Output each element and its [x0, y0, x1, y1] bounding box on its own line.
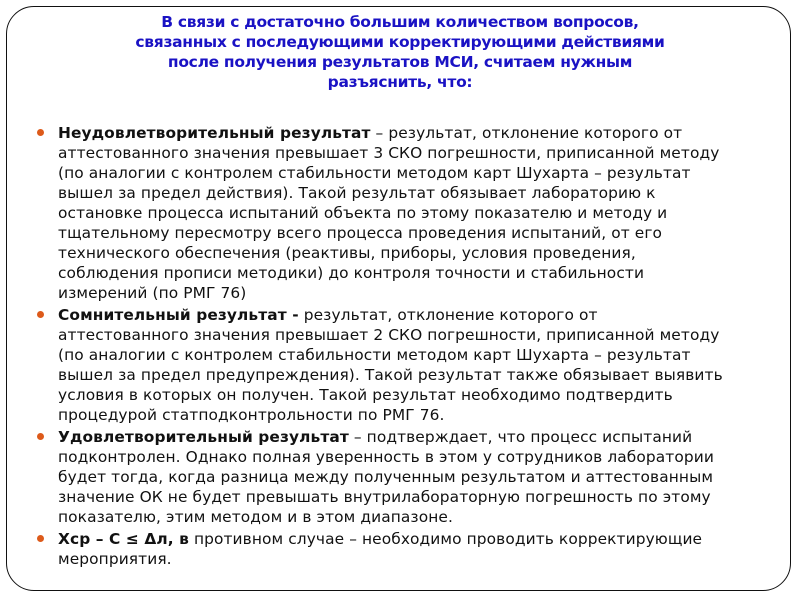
term: Неудовлетворительный результат	[58, 124, 371, 142]
title-line: В связи с достаточно большим количеством вопросов,	[161, 13, 639, 31]
text-line: (по аналогии с контролем стабильности методом карт Шухарта – результат	[58, 346, 691, 364]
text: противном случае – необходимо проводить корректирующие	[188, 530, 703, 548]
formula: Xср – C ≤ Δл, в	[58, 530, 189, 548]
text-line: значение ОК не будет превышать внутрилабораторную погрешность по этому	[58, 488, 711, 506]
bullet-dot-icon	[37, 311, 44, 318]
text-line: (по аналогии с контролем стабильности методом карт Шухарта – результат	[58, 164, 691, 182]
title-line: связанных с последующими корректирующими действиями	[135, 33, 665, 51]
text: – результат, отклонение которого от	[370, 124, 683, 142]
text-line: подконтролен. Однако полная уверенность в этом у сотрудников лаборатории	[58, 448, 714, 466]
bullet-dot-icon	[37, 129, 44, 136]
bullet-dot-icon	[37, 433, 44, 440]
text-line: будет тогда, когда разница между полученным результатом и аттестованным	[58, 468, 714, 486]
bullet-dot-icon	[37, 535, 44, 542]
text-line: тщательному пересмотру всего процесса проведения испытаний, от его	[58, 224, 663, 242]
text-line: процедурой статподконтрольности по РМГ 76.	[58, 406, 445, 424]
text-line: условия в которых он получен. Такой результат необходимо подтвердить	[58, 386, 673, 404]
slide-title	[90, 12, 710, 92]
text-line: вышел за предел предупреждения). Такой результат также обязывает выявить	[58, 366, 723, 384]
list-item-formula	[58, 529, 788, 569]
text-line: остановке процесса испытаний объекта по этому показателю и методу и	[58, 204, 668, 222]
term: Удовлетворительный результат	[58, 428, 349, 446]
term: Сомнительный результат -	[58, 306, 299, 324]
text-line: соблюдения прописи методики) до контроля точности и стабильности	[58, 264, 645, 282]
text-line: вышел за предел действия). Такой результат обязывает лабораторию к	[58, 184, 656, 202]
list-item-satisfactory	[58, 427, 788, 527]
text-line: измерений (по РМГ 76)	[58, 284, 247, 302]
text: результат, отклонение которого от	[298, 306, 598, 324]
text-line: аттестованного значения превышает 2 СКО погрешности, приписанной методу	[58, 326, 720, 344]
bullet-list	[58, 123, 788, 571]
list-item-unsatisfactory	[58, 123, 788, 303]
title-line: после получения результатов МСИ, считаем нужным	[167, 53, 633, 71]
text-line: мероприятия.	[58, 550, 172, 568]
text-line: технического обеспечения (реактивы, приборы, условия проведения,	[58, 244, 636, 262]
list-item-doubtful	[58, 305, 788, 425]
text-line: показателю, этим методом и в этом диапазоне.	[58, 508, 453, 526]
title-line: разъяснить, что:	[327, 73, 473, 91]
text: – подтверждает, что процесс испытаний	[348, 428, 693, 446]
text-line: аттестованного значения превышает 3 СКО погрешности, приписанной методу	[58, 144, 720, 162]
